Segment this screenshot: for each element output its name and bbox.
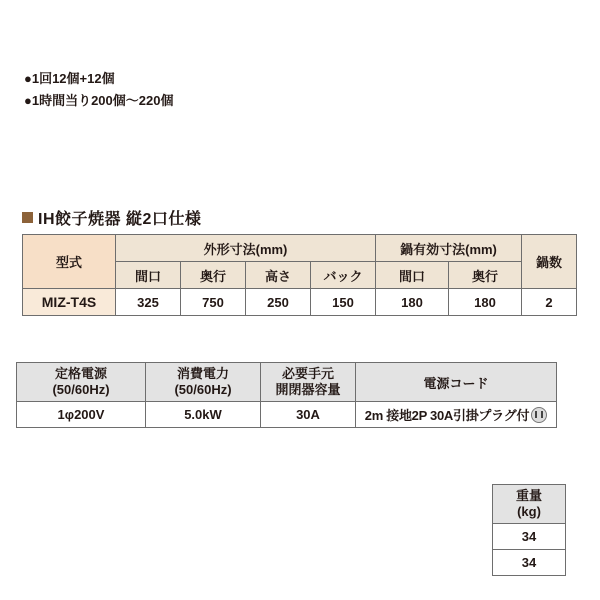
header-outer-depth: 奥行 bbox=[181, 262, 246, 289]
header-breaker-line2: 開閉器容量 bbox=[275, 382, 341, 397]
cell-weight-2: 34 bbox=[493, 550, 566, 576]
cell-weight-1: 34 bbox=[493, 524, 566, 550]
header-breaker bbox=[261, 363, 356, 402]
header-weight bbox=[493, 485, 566, 524]
header-model: 型式 bbox=[23, 235, 116, 289]
header-power-cord: 電源コード bbox=[356, 363, 557, 402]
header-breaker-line1: 必要手元 bbox=[281, 366, 334, 381]
table-row bbox=[493, 524, 566, 550]
header-pan-dimensions: 鍋有効寸法(mm) bbox=[376, 235, 522, 262]
table-row-header bbox=[17, 363, 557, 402]
header-rated-power-line1: 定格電源 bbox=[54, 366, 107, 381]
capacity-notes bbox=[24, 68, 173, 112]
cell-pan-count: 2 bbox=[522, 289, 577, 316]
capacity-note-2: ●1時間当り200個～220個 bbox=[24, 93, 174, 108]
section-heading-label: IH餃子焼器 縦2口仕様 bbox=[38, 211, 202, 228]
power-table bbox=[16, 362, 557, 428]
cell-power-cord-label: 2m 接地2P 30A引掛プラグ付 bbox=[364, 408, 530, 423]
section-heading bbox=[22, 206, 201, 229]
table-row bbox=[493, 550, 566, 576]
cell-consumption: 5.0kW bbox=[146, 402, 261, 428]
header-outer-back: バック bbox=[311, 262, 376, 289]
cell-pan-depth: 180 bbox=[449, 289, 522, 316]
capacity-note-1: ●1回12個+12個 bbox=[24, 71, 115, 86]
cell-outer-depth: 750 bbox=[181, 289, 246, 316]
header-rated-power bbox=[17, 363, 146, 402]
cell-rated-power: 1φ200V bbox=[17, 402, 146, 428]
header-consumption-line2: (50/60Hz) bbox=[174, 382, 232, 397]
header-rated-power-line2: (50/60Hz) bbox=[52, 382, 110, 397]
weight-table bbox=[492, 484, 566, 576]
table-row bbox=[23, 289, 577, 316]
cell-power-cord bbox=[356, 402, 557, 428]
header-pan-count: 鍋数 bbox=[522, 235, 577, 289]
plug-icon bbox=[531, 407, 547, 423]
cell-breaker: 30A bbox=[261, 402, 356, 428]
header-consumption bbox=[146, 363, 261, 402]
cell-model-name: MIZ-T4S bbox=[23, 289, 116, 316]
cell-outer-back: 150 bbox=[311, 289, 376, 316]
table-row bbox=[17, 402, 557, 428]
cell-outer-width: 325 bbox=[116, 289, 181, 316]
header-outer-width: 間口 bbox=[116, 262, 181, 289]
specification-table bbox=[22, 234, 577, 316]
header-outer-dimensions: 外形寸法(mm) bbox=[116, 235, 376, 262]
cell-pan-width: 180 bbox=[376, 289, 449, 316]
table-row-group-header bbox=[23, 235, 577, 262]
header-outer-height: 高さ bbox=[246, 262, 311, 289]
cell-outer-height: 250 bbox=[246, 289, 311, 316]
header-consumption-line1: 消費電力 bbox=[176, 366, 229, 381]
header-pan-depth: 奥行 bbox=[449, 262, 522, 289]
header-weight-line1: 重量 bbox=[515, 488, 542, 503]
table-row-header bbox=[493, 485, 566, 524]
square-bullet-icon bbox=[22, 212, 33, 223]
header-weight-line2: (kg) bbox=[517, 504, 541, 519]
header-pan-width: 間口 bbox=[376, 262, 449, 289]
